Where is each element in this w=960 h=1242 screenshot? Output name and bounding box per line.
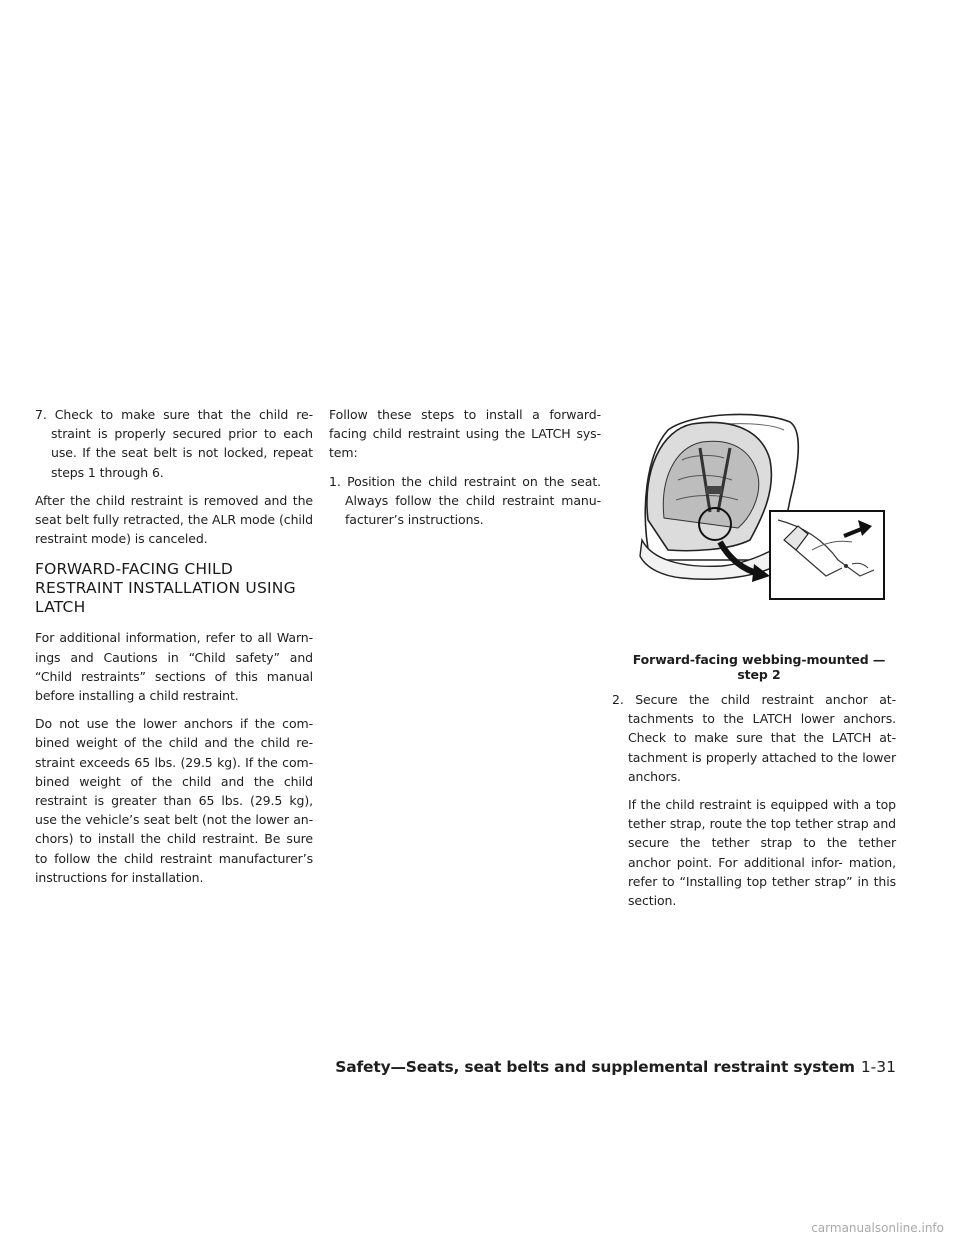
page-number: 1-31 — [860, 1058, 896, 1076]
right-column — [612, 652, 896, 919]
footer-section-title: Safety—Seats, seat belts and supplemental restraint system — [335, 1058, 855, 1076]
lower-anchor-weight-paragraph: Do not use the lower anchors if the com- bined weight of the child and the child re- straint exceeds 65 lbs. (29.5 kg). If the com- bined weight of the child and the child restraint is greater than 65 lbs. (29.5 kg), use the vehicle’s seat belt (not the lower an- chors) to install the child restraint. Be sure to follow the child restraint manufacturer’s instructions for installation. — [35, 716, 313, 885]
page-footer — [0, 1058, 896, 1076]
section-heading: FORWARD-FACING CHILD RESTRAINT INSTALLATION USING LATCH — [35, 560, 296, 617]
child-seat-illustration — [612, 400, 892, 635]
step-1: 1. Position the child restraint on the seat. Always follow the child restraint manu- facturer’s instructions. — [329, 473, 601, 528]
child-seat-drawing — [612, 400, 892, 635]
latch-intro-paragraph: Follow these steps to install a forward- facing child restraint using the LATCH sys- tem: — [329, 407, 601, 461]
left-column — [35, 405, 313, 896]
site-watermark: carmanualsonline.info — [811, 1221, 944, 1235]
middle-column — [329, 405, 601, 538]
additional-info-paragraph: For additional information, refer to all Warn- ings and Cautions in “Child safety” and “Child restraints” sections of this manual before installing a child restraint. — [35, 630, 313, 704]
step-2: 2. Secure the child restraint anchor at- tachments to the LATCH lower anchors. Check to make sure that the LATCH at- tachment is properly attached to the lower anchors. — [612, 692, 896, 784]
alr-canceled-paragraph: After the child restraint is removed and the seat belt fully retracted, the ALR mode (child restraint mode) is canceled. — [35, 492, 313, 547]
step-2-continued: If the child restraint is equipped with a top tether strap, route the top tether strap and secure the tether strap to the tether anchor point. For additional infor- mation, refer to “Installing top tether strap” in this section. — [628, 797, 896, 909]
step-7: 7. Check to make sure that the child re- straint is properly secured prior to each use. If the seat belt is not locked, repeat steps 1 through 6. — [35, 407, 313, 480]
figure-caption: Forward-facing webbing-mounted — step 2 — [632, 652, 886, 682]
